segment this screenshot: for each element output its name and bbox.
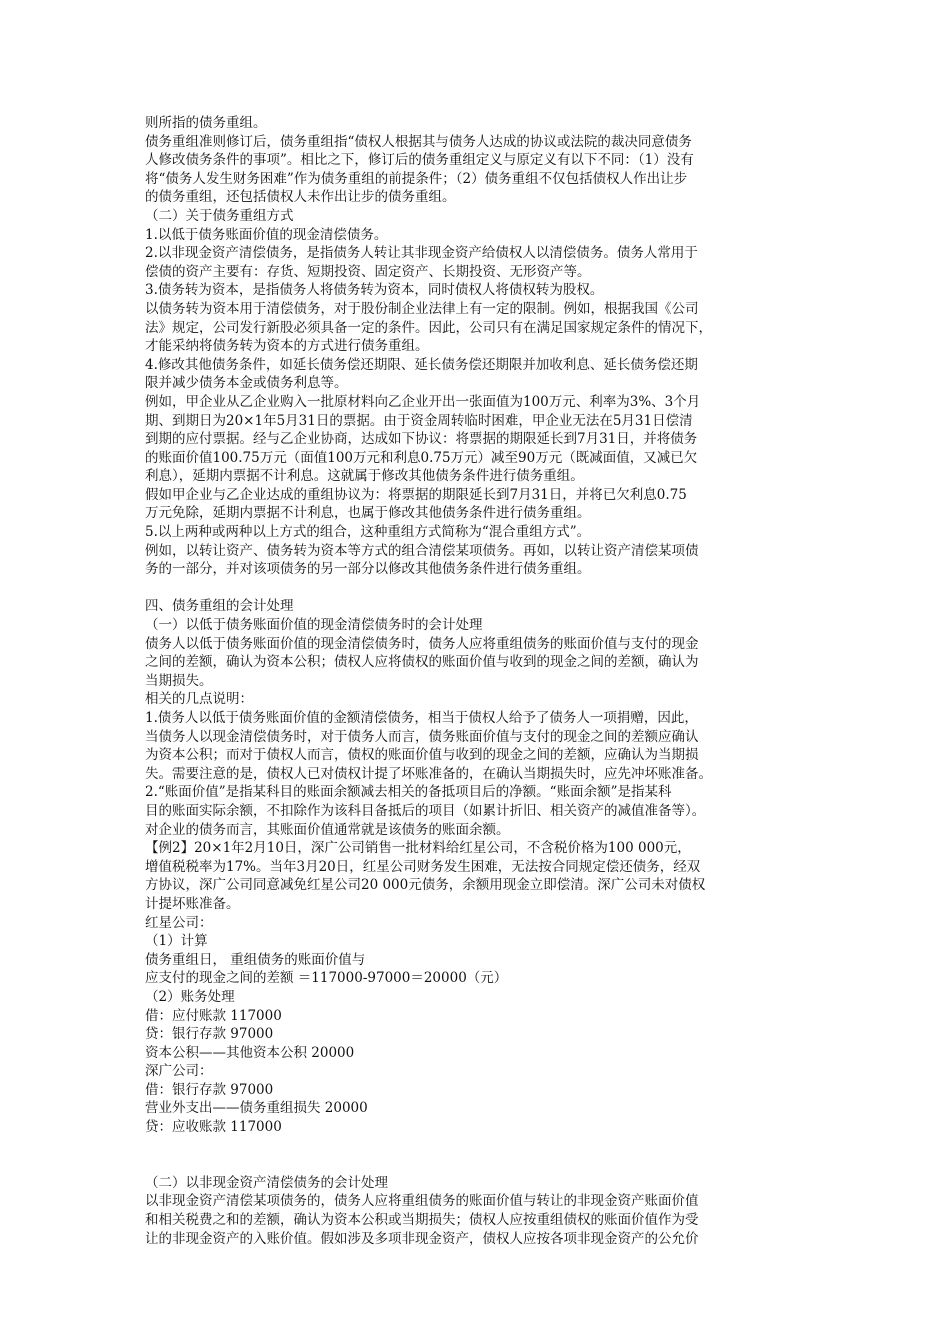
text-line: （二）关于债务重组方式 bbox=[145, 207, 294, 224]
text-line: 的账面价值100.75万元（面值100万元和利息0.75万元）减至90万元（既减面值，又减已欠 bbox=[145, 449, 698, 466]
text-line: 以非现金资产清偿某项债务的，债务人应将重组债务的账面价值与转让的非现金资产账面价值 bbox=[145, 1193, 699, 1210]
text-line: （一）以低于债务账面价值的现金清偿债务时的会计处理 bbox=[145, 617, 483, 634]
text-line: 借：应付账款 117000 bbox=[145, 1007, 282, 1024]
text-line: 当期损失。 bbox=[145, 672, 213, 689]
text-line: 【例2】20×1年2月10日，深广公司销售一批材料给红星公司，不含税价格为100 000元， bbox=[145, 840, 691, 857]
text-line: 贷：应收账款 117000 bbox=[145, 1119, 282, 1136]
text-line: 的债务重组，还包括债权人未作出让步的债务重组。 bbox=[145, 189, 456, 206]
text-line: 债务重组日， 重组债务的账面价值与 bbox=[145, 951, 366, 968]
text-line: 5.以上两种或两种以上方式的组合，这种重组方式简称为“混合重组方式”。 bbox=[145, 524, 591, 541]
text-line: 深广公司： bbox=[145, 1063, 213, 1080]
text-line: 红星公司： bbox=[145, 914, 213, 931]
text-line: （1）计算 bbox=[145, 933, 208, 950]
text-line: 之间的差额，确认为资本公积；债权人应将债权的账面价值与收到的现金之间的差额，确认为 bbox=[145, 654, 699, 671]
text-line: 债务人以低于债务账面价值的现金清偿债务时，债务人应将重组债务的账面价值与支付的现金 bbox=[145, 635, 699, 652]
text-line: 以债务转为资本用于清偿债务，对于股份制企业法律上有一定的限制。例如，根据我国《公司 bbox=[145, 300, 699, 317]
blank-line bbox=[145, 579, 810, 598]
text-line: 假如甲企业与乙企业达成的重组协议为：将票据的期限延长到7月31日，并将已欠利息0.75 bbox=[145, 486, 687, 503]
text-line: 才能采纳将债务转为资本的方式进行债务重组。 bbox=[145, 338, 429, 355]
text-line: 目的账面实际余额，不扣除作为该科目备抵后的项目（如累计折旧、相关资产的减值准备等）。 bbox=[145, 802, 706, 819]
text-line: 万元免除，延期内票据不计利息，也属于修改其他债务条件进行债务重组。 bbox=[145, 505, 591, 522]
text-line: 让的非现金资产的入账价值。假如涉及多项非现金资产，债权人应按各项非现金资产的公允价 bbox=[145, 1230, 699, 1247]
text-line: 相关的几点说明： bbox=[145, 691, 253, 708]
text-line: 则所指的债务重组。 bbox=[145, 115, 267, 131]
text-line: 增值税税率为17%。当年3月20日，红星公司财务发生困难，无法按合同规定偿还债务，经双 bbox=[145, 858, 701, 875]
text-line: 营业外支出——债务重组损失 20000 bbox=[145, 1100, 368, 1117]
text-line: 3.债务转为资本，是指债务人将债务转为资本，同时债权人将债权转为股权。 bbox=[145, 282, 604, 299]
text-line: 偿债的资产主要有：存货、短期投资、固定资产、长期投资、无形资产等。 bbox=[145, 263, 591, 280]
text-line: （二）以非现金资产清偿债务的会计处理 bbox=[145, 1174, 388, 1191]
text-line: 期、到期日为20×1年5月31日的票据。由于资金周转临时困难，甲企业无法在5月31日偿清 bbox=[145, 412, 693, 429]
text-line: 4.修改其他债务条件，如延长债务偿还期限、延长债务偿还期限并加收利息、延长债务偿还期 bbox=[145, 356, 698, 373]
text-line: 到期的应付票据。经与乙企业协商，达成如下协议：将票据的期限延长到7月31日，并将债务 bbox=[145, 431, 698, 448]
text-line: 将“债务人发生财务困难”作为债务重组的前提条件；（2）债务重组不仅包括债权人作出让步 bbox=[145, 170, 688, 187]
text-line: 债务重组准则修订后，债务重组指“债权人根据其与债务人达成的协议或法院的裁决同意债务 bbox=[145, 133, 692, 150]
text-line: 利息），延期内票据不计利息。这就属于修改其他债务条件进行债务重组。 bbox=[145, 468, 584, 485]
text-line: 2.“账面价值”是指某科目的账面余额减去相关的备抵项目后的净额。“账面余额”是指某科 bbox=[145, 784, 672, 801]
text-line: 当债务人以现金清偿债务时，对于债务人而言，债务账面价值与支付的现金之间的差额应确认 bbox=[145, 728, 699, 745]
text-line: 法》规定，公司发行新股必须具备一定的条件。因此，公司只有在满足国家规定条件的情况下， bbox=[145, 319, 712, 336]
text-line: 方协议，深广公司同意减免红星公司20 000元债务，余额用现金立即偿清。深广公司未对债权 bbox=[145, 877, 706, 894]
text-line: 2.以非现金资产清偿债务，是指债务人转让其非现金资产给债权人以清偿债务。债务人常用于 bbox=[145, 245, 698, 262]
text-line: 限并减少债务本金或债务利息等。 bbox=[145, 375, 348, 392]
text-line: 四、债务重组的会计处理 bbox=[145, 598, 294, 615]
text-line: 计提坏账准备。 bbox=[145, 895, 240, 912]
text-line: 例如，以转让资产、债务转为资本等方式的组合清偿某项债务。再如，以转让资产清偿某项债 bbox=[145, 542, 699, 559]
text-line: 失。需要注意的是，债权人已对债权计提了坏账准备的，在确认当期损失时，应先冲坏账准备。 bbox=[145, 765, 712, 782]
text-line: 例如，甲企业从乙企业购入一批原材料向乙企业开出一张面值为100万元、利率为3%、3个月 bbox=[145, 393, 701, 410]
text-line: （2）账务处理 bbox=[145, 988, 235, 1005]
text-line: 1.以低于债务账面价值的现金清偿债务。 bbox=[145, 226, 388, 243]
text-line: 人修改债务条件的事项”。相比之下，修订后的债务重组定义与原定义有以下不同：（1）没有 bbox=[145, 152, 694, 169]
text-line: 贷：银行存款 97000 bbox=[145, 1026, 274, 1043]
text-line: 为资本公积；而对于债权人而言，债权的账面价值与收到的现金之间的差额，应确认为当期损 bbox=[145, 747, 699, 764]
document-body bbox=[145, 114, 810, 1248]
text-line: 资本公积——其他资本公积 20000 bbox=[145, 1044, 355, 1061]
text-line: 借：银行存款 97000 bbox=[145, 1081, 274, 1098]
text-line: 和相关税费之和的差额，确认为资本公积或当期损失；债权人应按重组债权的账面价值作为受 bbox=[145, 1212, 699, 1229]
text-line: 对企业的债务而言，其账面价值通常就是该债务的账面余额。 bbox=[145, 821, 510, 838]
text-line: 务的一部分，并对该项债务的另一部分以修改其他债务条件进行债务重组。 bbox=[145, 561, 591, 578]
text-line: 应支付的现金之间的差额 ＝117000-97000＝20000（元） bbox=[145, 970, 508, 987]
text-line: 1.债务人以低于债务账面价值的金额清偿债务，相当于债权人给予了债务人一项捐赠，因此， bbox=[145, 710, 698, 726]
blank-line bbox=[145, 1155, 810, 1174]
blank-line bbox=[145, 1137, 810, 1156]
